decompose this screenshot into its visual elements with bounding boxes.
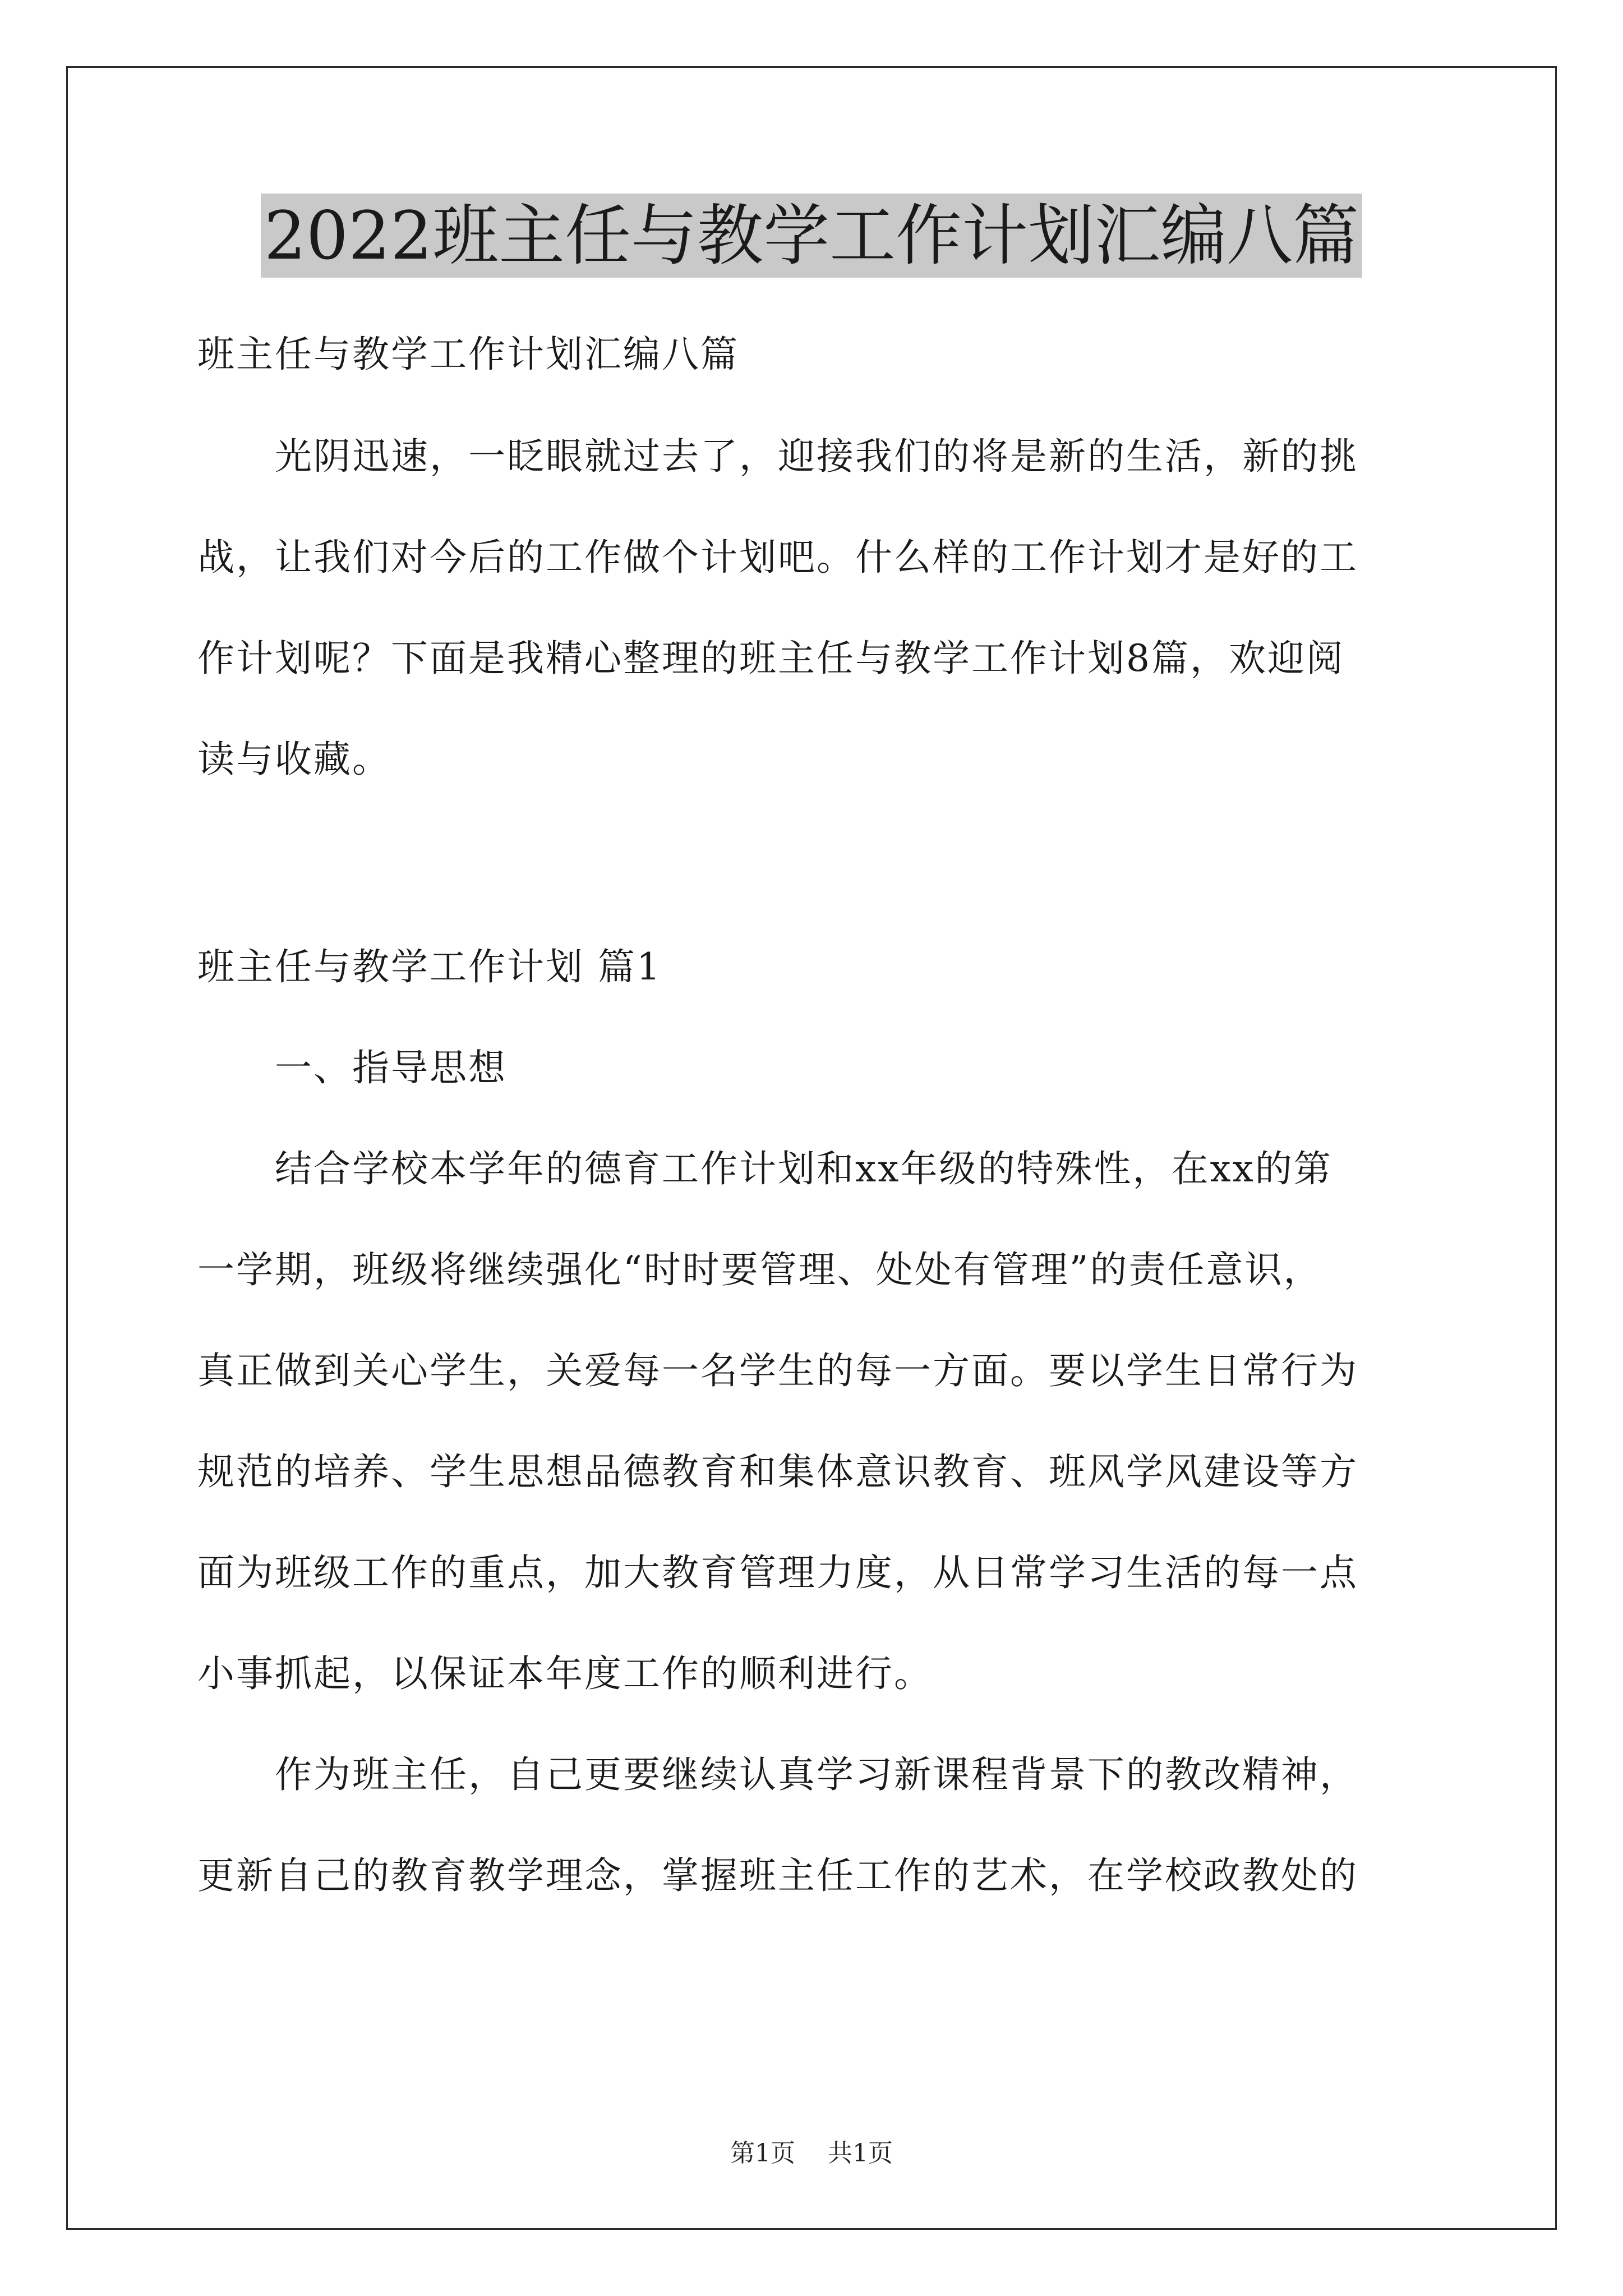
paragraph-line: 光阴迅速，一眨眼就过去了，迎接我们的将是新的生活，新的挑 xyxy=(197,435,1358,478)
page-footer xyxy=(0,2133,1623,2169)
paragraph-line: 面为班级工作的重点，加大教育管理力度，从日常学习生活的每一点 xyxy=(197,1551,1358,1594)
paragraph-line: 真正做到关心学生，关爱每一名学生的每一方面。要以学生日常行为 xyxy=(197,1349,1358,1392)
paragraph-line: 规范的培养、学生思想品德教育和集体意识教育、班风学风建设等方 xyxy=(197,1450,1358,1493)
title-container xyxy=(0,194,1623,278)
paragraph-line: 更新自己的教育教学理念，掌握班主任工作的艺术，在学校政教处的 xyxy=(197,1854,1358,1897)
paragraph-line: 战，让我们对今后的工作做个计划吧。什么样的工作计划才是好的工 xyxy=(197,536,1358,579)
paragraph-line: 结合学校本学年的德育工作计划和xx年级的特殊性，在xx的第 xyxy=(197,1147,1332,1190)
subtitle-line: 班主任与教学工作计划汇编八篇 xyxy=(197,333,739,376)
paragraph-line: 读与收藏。 xyxy=(197,738,391,781)
paragraph-line: 一学期，班级将继续强化“时时要管理、处处有管理”的责任意识， xyxy=(197,1248,1322,1291)
page-number: 第1页 xyxy=(730,2139,795,2168)
paragraph-line: 作为班主任，自己更要继续认真学习新课程背景下的教改精神， xyxy=(197,1753,1358,1796)
document-title: 2022班主任与教学工作计划汇编八篇 xyxy=(261,194,1362,278)
page-total: 共1页 xyxy=(828,2139,893,2168)
subsection-heading: 一、指导思想 xyxy=(197,1046,507,1089)
paragraph-line: 小事抓起，以保证本年度工作的顺利进行。 xyxy=(197,1652,933,1695)
paragraph-line: 作计划呢？下面是我精心整理的班主任与教学工作计划8篇，欢迎阅 xyxy=(197,637,1345,680)
section-heading: 班主任与教学工作计划 篇1 xyxy=(197,945,662,988)
